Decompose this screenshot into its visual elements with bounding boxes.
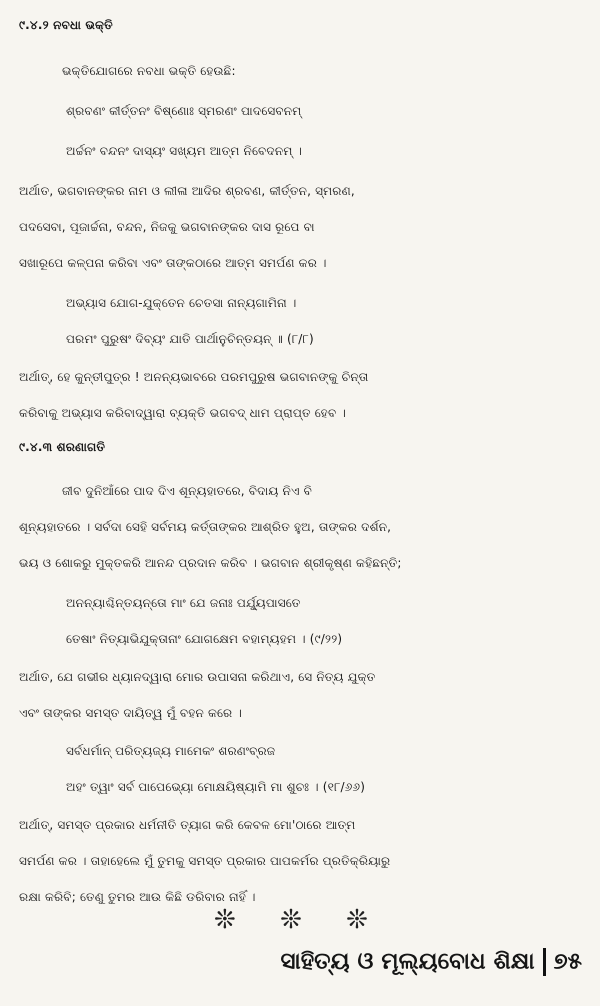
- meaning-line: ସଖାରୂପେ କଳ୍ପନା କରିବା ଏବଂ ତାଙ୍କଠାରେ ଆତ୍ମ ସମର୍ପଣ କର ।: [19, 256, 327, 270]
- paragraph-line: ଭୟ ଓ ଶୋକରୁ ମୁକ୍ତକରି ଆନନ୍ଦ ପ୍ରଦାନ କରିବ । ଭଗବାନ ଶ୍ରୀକୃଷ୍ଣ କହିଛନ୍ତି;: [19, 556, 402, 570]
- verse-line: ଅହଂ ତ୍ୱାଂ ସର୍ବ ପାପେଭ୍ୟୋ ମୋକ୍ଷୟିଷ୍ୟାମି ମା ଶୁଚଃ । (୧୮/୬୬): [66, 780, 366, 794]
- meaning-line: ରକ୍ଷା କରିବି; ତେଣୁ ତୁମର ଆଉ କିଛି ଡରିବାର ନାହିଁ ।: [19, 890, 256, 904]
- verse-line: ତେଷାଂ ନିତ୍ୟାଭିଯୁକ୍ତାନାଂ ଯୋଗକ୍ଷେମ ବହାମ୍ୟହମ । (୯/୨୨): [66, 632, 343, 646]
- section-heading-sharanagati: ୯.୪.୩ ଶରଣାଗତି: [19, 440, 106, 454]
- verse-line: ଅଭ୍ୟାସ ଯୋଗ-ଯୁକ୍ତେନ ଚେତସା ନାନ୍ୟଗାମିନା ।: [66, 296, 297, 310]
- intro-line: ଭକ୍ତିଯୋଗରେ ନବଧା ଭକ୍ତି ହେଉଛି:: [62, 64, 236, 78]
- section-heading-navadha-bhakti: ୯.୪.୨ ନବଧା ଭକ୍ତି: [19, 18, 113, 32]
- meaning-line: ଅର୍ଥାତ, ଭଗବାନଙ୍କର ନାମ ଓ ଲୀଳା ଆଦିର ଶ୍ରବଣ, କୀର୍ତ୍ତନ, ସ୍ମରଣ,: [19, 184, 355, 198]
- footer-separator: [543, 948, 546, 976]
- paragraph-line: ଶୂନ୍ୟହାତରେ । ସର୍ବଦା ସେହି ସର୍ବମୟ କର୍ତ୍ତାଙ୍କର ଆଶ୍ରିତ ହୁଅ, ତାଙ୍କର ଦର୍ଶନ,: [19, 520, 392, 534]
- verse-line: ଅନନ୍ୟାଶ୍ଚିନ୍ତୟନ୍ତୋ ମାଂ ଯେ ଜନାଃ ପର୍ଯ୍ୟୁପାସତେ: [66, 596, 301, 610]
- meaning-line: ଅର୍ଥାତ, ଯେ ଗଭୀର ଧ୍ୟାନଦ୍ୱାରା ମୋର ଉପାସନା କରିଥାଏ, ସେ ନିତ୍ୟ ଯୁକ୍ତ: [19, 670, 376, 684]
- page-number: ୭୫: [553, 948, 582, 975]
- ornament-divider: ❊ ❊ ❊: [214, 905, 386, 935]
- meaning-line: କରିବାକୁ ଅଭ୍ୟାସ କରିବାଦ୍ୱାରା ବ୍ୟକ୍ତି ଭଗବଦ୍ ଧାମ ପ୍ରାପ୍ତ ହେବ ।: [19, 406, 347, 420]
- verse-line: ସର୍ବଧର୍ମାନ୍ ପରିତ୍ୟଜ୍ୟ ମାମେକଂ ଶରଣଂବ୍ରଜ: [66, 744, 276, 758]
- meaning-line: ସମର୍ପଣ କର । ତାହାହେଲେ ମୁଁ ତୁମକୁ ସମସ୍ତ ପ୍ରକାର ପାପକର୍ମର ପ୍ରତିକ୍ରିୟାରୁ: [19, 854, 391, 868]
- meaning-line: ପଦସେବା, ପୂଜାର୍ଚ୍ଚନା, ବନ୍ଦନ, ନିଜକୁ ଭଗବାନଙ୍କର ଦାସ ରୂପେ ବା: [19, 220, 315, 234]
- meaning-line: ଏବଂ ତାଙ୍କର ସମସ୍ତ ଦାୟିତ୍ୱ ମୁଁ ବହନ କରେ ।: [19, 706, 242, 720]
- verse-line: ଶ୍ରବଣଂ କୀର୍ତ୍ତନଂ ବିଷ୍ଣୋଃ ସ୍ମରଣଂ ପାଦସେବନମ୍: [66, 104, 302, 118]
- page-footer: [281, 948, 582, 976]
- verse-line: ପରମଂ ପୁରୁଷଂ ଦିବ୍ୟଂ ଯାତି ପାର୍ଥାନୁଚିନ୍ତୟନ୍ ॥ (୮/୮): [66, 332, 314, 346]
- paragraph-line: ଜୀବ ଦୁନିଆଁରେ ପାଦ ଦିଏ ଶୂନ୍ୟହାତରେ, ବିଦାୟ ନିଏ ବି: [62, 484, 312, 498]
- verse-line: ଅର୍ଚ୍ଚନଂ ବନ୍ଦନଂ ଦାସ୍ୟଂ ସଖ୍ୟମ ଆତ୍ମ ନିବେଦନମ୍ ।: [66, 144, 303, 158]
- book-title: ସାହିତ୍ୟ ଓ ମୂଲ୍ୟବୋଧ ଶିକ୍ଷା: [280, 948, 535, 975]
- meaning-line: ଅର୍ଥାତ୍, ସମସ୍ତ ପ୍ରକାର ଧର୍ମନୀତି ତ୍ୟାଗ କରି କେବଳ ମୋ'ଠାରେ ଆତ୍ମ: [19, 818, 356, 832]
- meaning-line: ଅର୍ଥାତ୍, ହେ କୁନ୍ତୀପୁତ୍ର ! ଅନନ୍ୟଭାବରେ ପରମପୁରୁଷ ଭଗବାନଙ୍କୁ ଚିନ୍ତା: [19, 370, 369, 384]
